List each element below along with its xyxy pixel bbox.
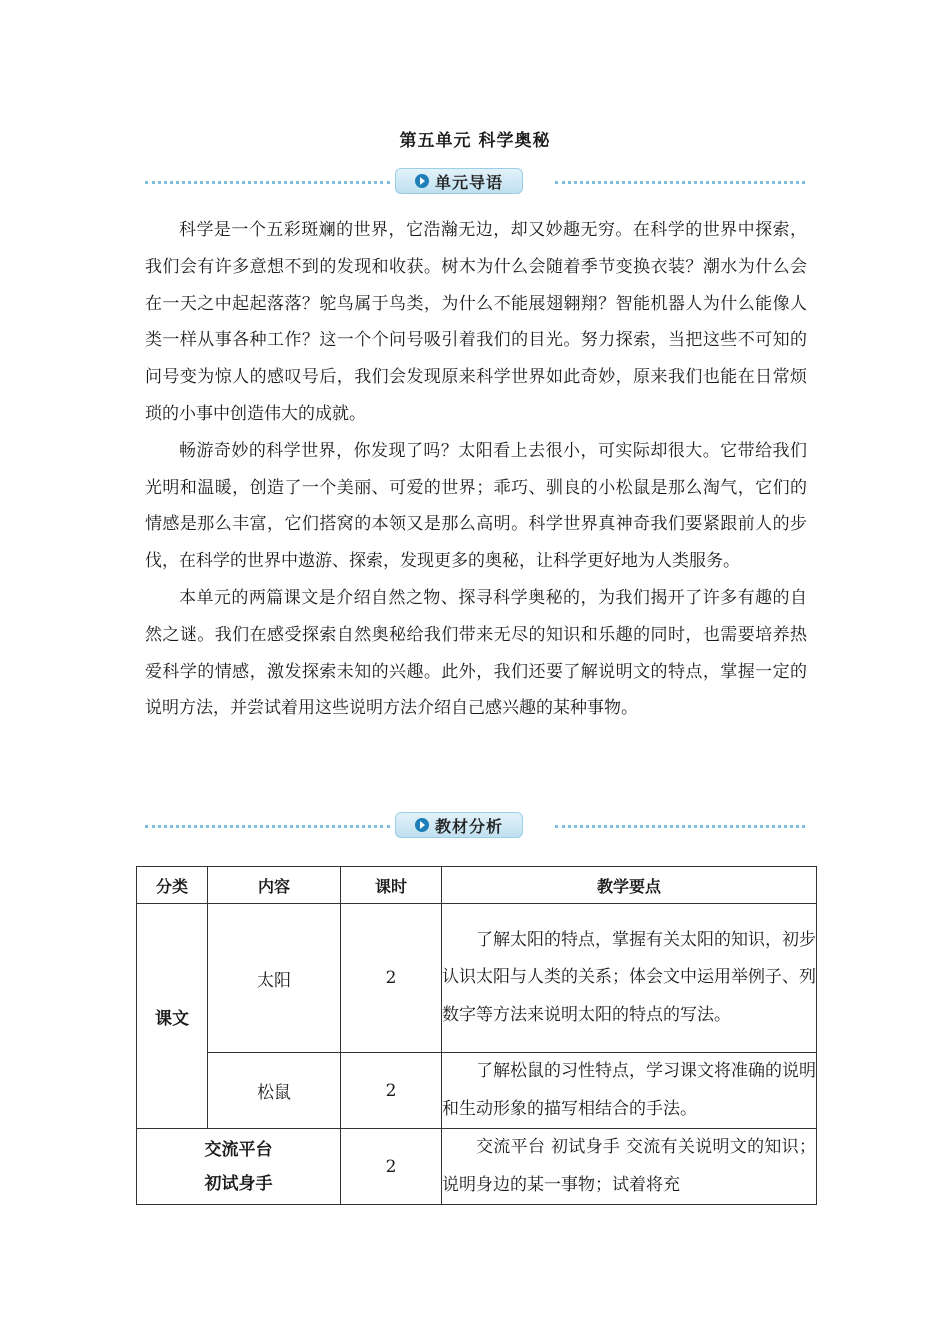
dotted-divider xyxy=(555,825,805,828)
key-points-cell: 了解太阳的特点，掌握有关太阳的知识，初步认识太阳与人类的关系；体会文中运用举例子、列数字等方法来说明太阳的特点的写法。 xyxy=(442,904,817,1053)
page-title: 第五单元 科学奥秘 xyxy=(399,131,551,151)
section-badge xyxy=(395,812,523,838)
arrow-right-icon xyxy=(415,818,429,832)
table-row xyxy=(137,904,817,1053)
table-row xyxy=(137,1053,817,1129)
dotted-divider xyxy=(145,181,390,184)
section-title: 教材分析 xyxy=(434,816,503,836)
category-cell: 课文 xyxy=(137,904,208,1129)
header-category: 分类 xyxy=(137,867,208,904)
section-header-intro xyxy=(145,168,805,198)
table-row xyxy=(137,1129,817,1205)
category-cell xyxy=(137,1129,341,1205)
paragraph: 本单元的两篇课文是介绍自然之物、探寻科学奥秘的，为我们揭开了许多有趣的自然之谜。我们在感受探索自然奥秘给我们带来无尽的知识和乐趣的同时，也需要培养热爱科学的情感，激发探索未知的兴趣。此外，我们还要了解说明文的特点，掌握一定的说明方法，并尝试着用这些说明方法介绍自己感兴趣的某种事物。 xyxy=(145,587,807,719)
category-line: 初试身手 xyxy=(204,1173,273,1194)
hours-cell: 2 xyxy=(341,904,442,1053)
dotted-divider xyxy=(145,825,390,828)
hours-cell: 2 xyxy=(341,1053,442,1129)
arrow-right-icon xyxy=(415,174,429,188)
table-header-row xyxy=(137,867,817,904)
category-line: 交流平台 xyxy=(204,1139,273,1160)
header-key-points: 教学要点 xyxy=(442,867,817,904)
header-content: 内容 xyxy=(208,867,341,904)
paragraph: 科学是一个五彩斑斓的世界，它浩瀚无边，却又妙趣无穷。在科学的世界中探索，我们会有许多意想不到的发现和收获。树木为什么会随着季节变换衣装？潮水为什么会在一天之中起起落落？鸵鸟属于鸟类，为什么不能展翅翱翔？智能机器人为什么能像人类一样从事各种工作？这一个个问号吸引着我们的目光。努力探索，当把这些不可知的问号变为惊人的感叹号后，我们会发现原来科学世界如此奇妙，原来我们也能在日常烦琐的小事中创造伟大的成就。 xyxy=(145,220,807,424)
dotted-divider xyxy=(555,181,805,184)
intro-text xyxy=(145,212,807,727)
content-cell: 松鼠 xyxy=(208,1053,341,1129)
section-header-analysis xyxy=(145,812,805,842)
header-hours: 课时 xyxy=(341,867,442,904)
section-title: 单元导语 xyxy=(434,172,503,192)
section-badge xyxy=(395,168,523,194)
paragraph: 畅游奇妙的科学世界，你发现了吗？太阳看上去很小，可实际却很大。它带给我们光明和温暖，创造了一个美丽、可爱的世界；乖巧、驯良的小松鼠是那么淘气，它们的情感是那么丰富，它们搭窝的本领又是那么高明。科学世界真神奇我们要紧跟前人的步伐，在科学的世界中遨游、探索，发现更多的奥秘，让科学更好地为人类服务。 xyxy=(145,440,807,572)
content-cell: 太阳 xyxy=(208,904,341,1053)
analysis-table xyxy=(136,866,817,1205)
hours-cell: 2 xyxy=(341,1129,442,1205)
key-points-cell: 了解松鼠的习性特点，学习课文将准确的说明和生动形象的描写相结合的手法。 xyxy=(442,1053,817,1129)
key-points-cell: 交流平台 初试身手 交流有关说明文的知识；说明身边的某一事物；试着将充 xyxy=(442,1129,817,1205)
